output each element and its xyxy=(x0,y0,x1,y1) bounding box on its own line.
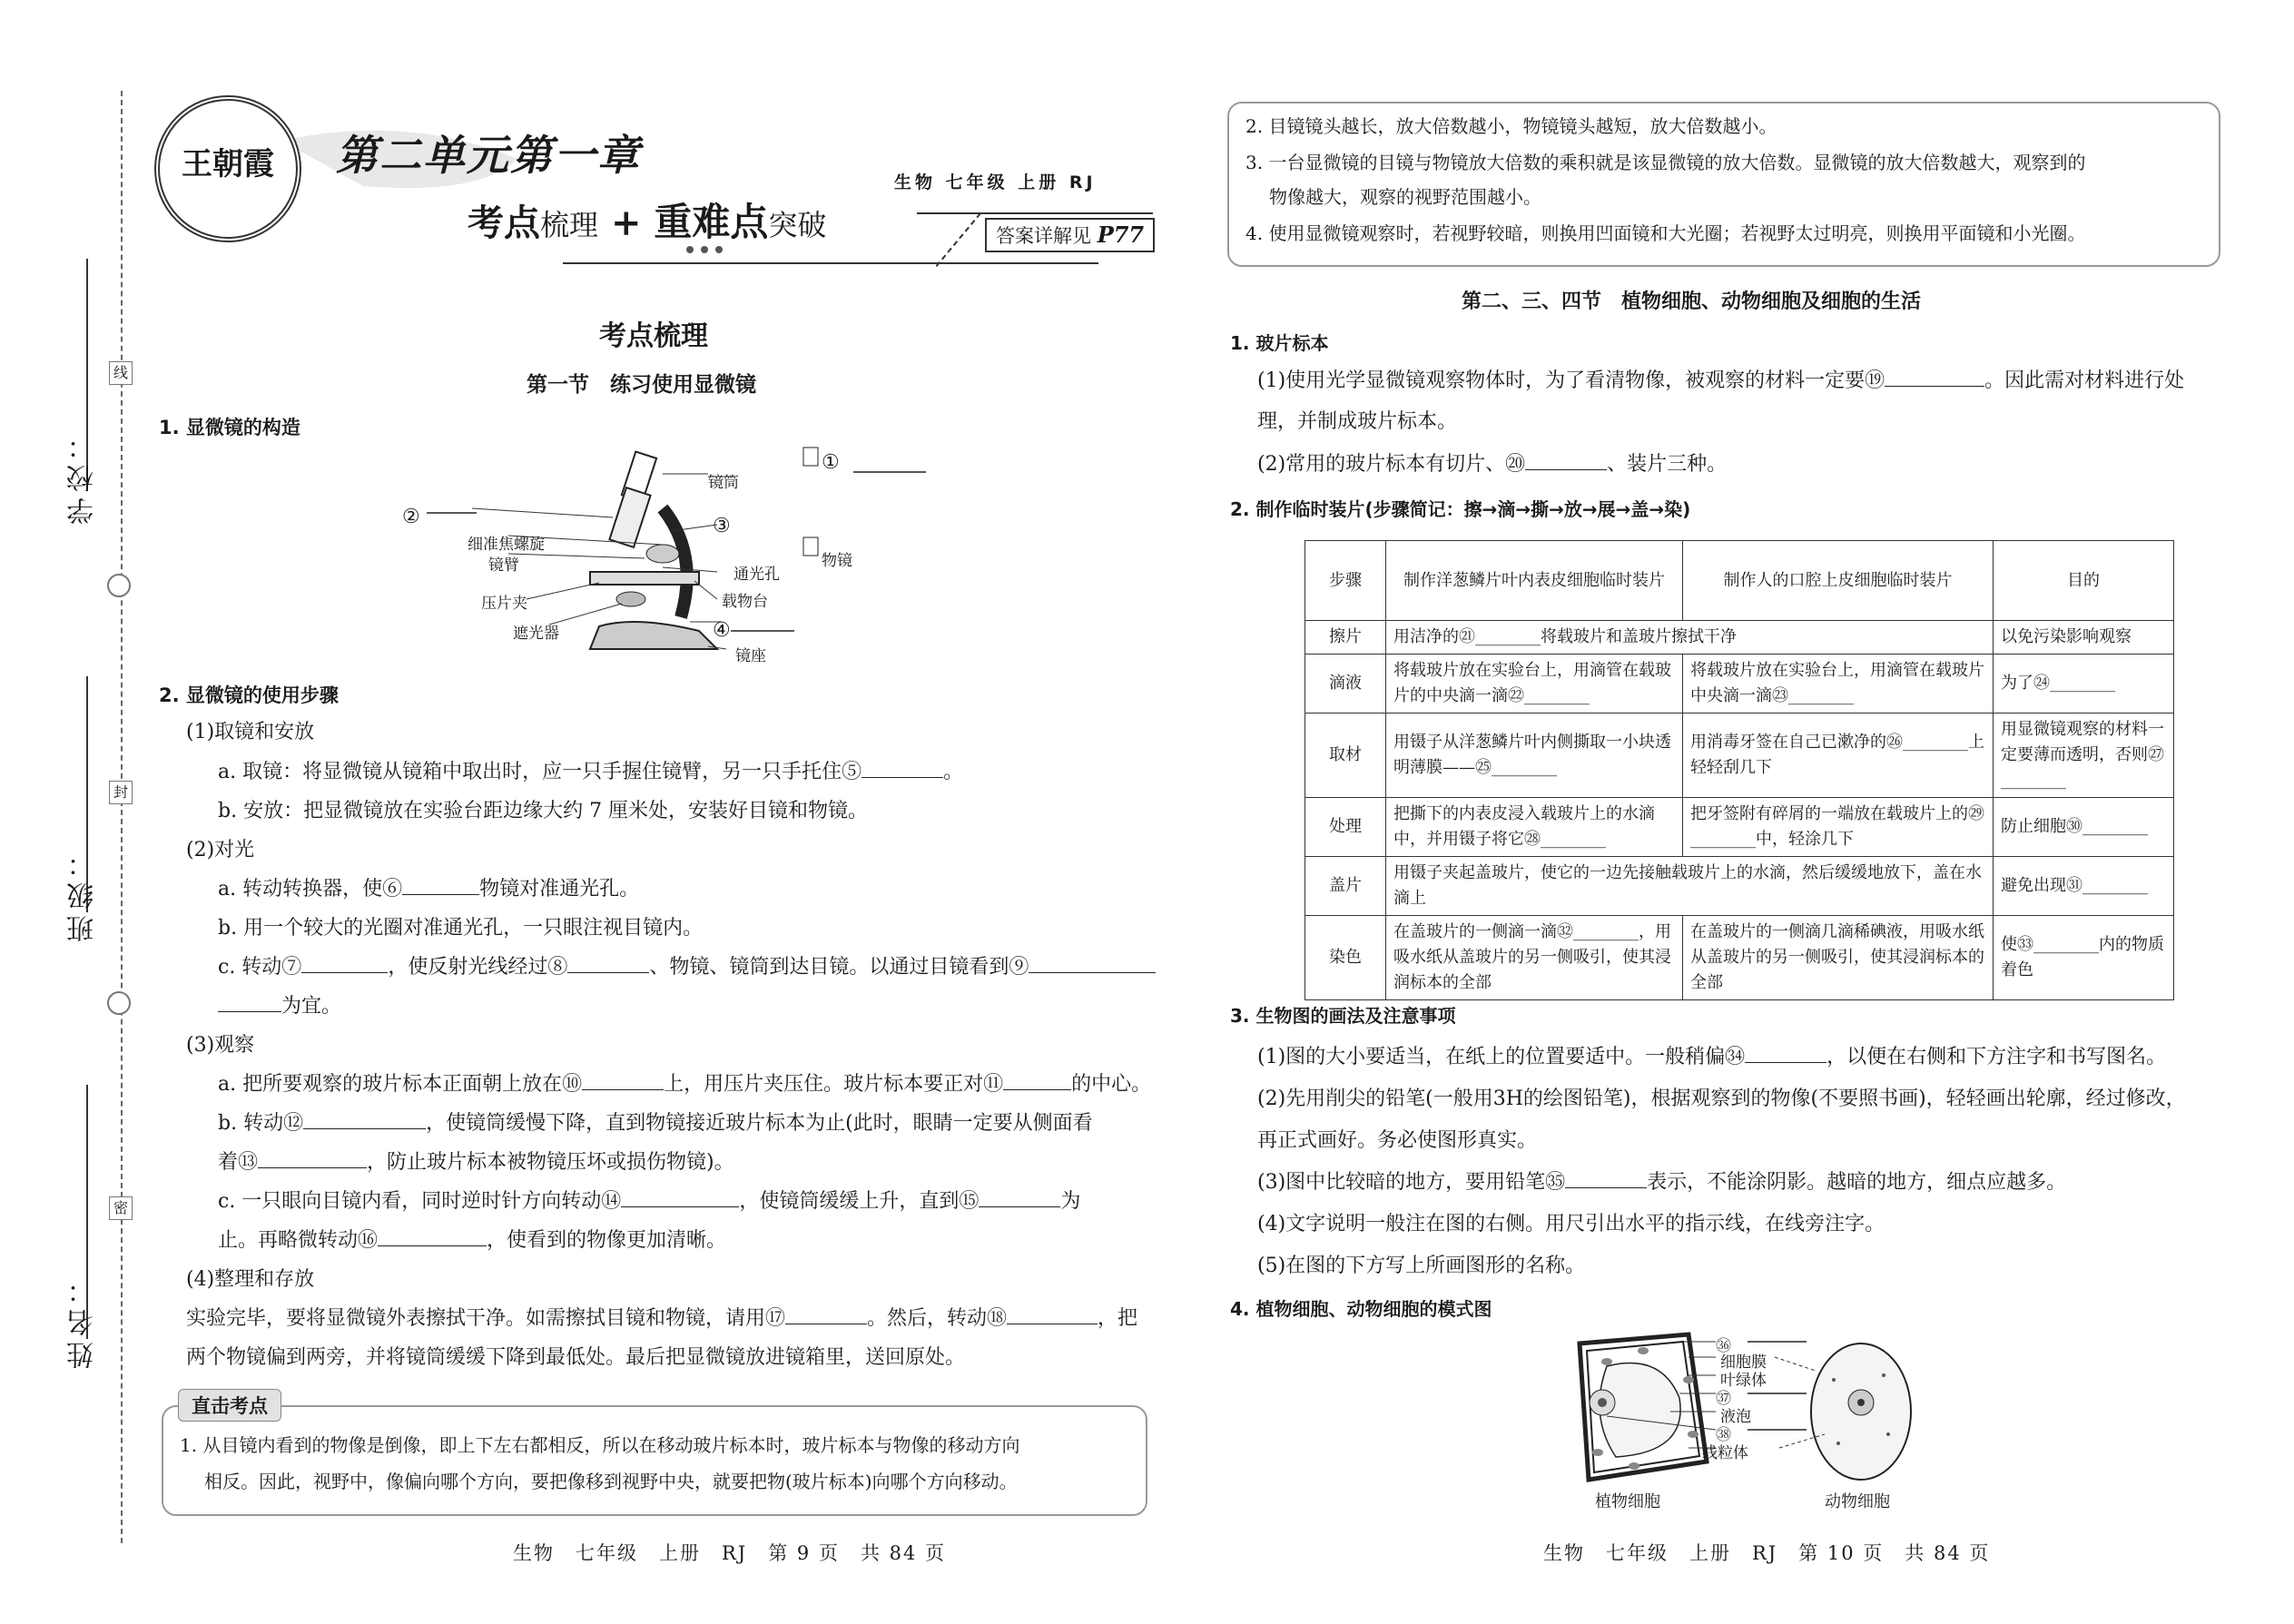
footer-left: 生物 七年级 上册 RJ 第 9 页 共 84 页 xyxy=(513,1542,947,1564)
tip-3: 3. 一台显微镜的目镜与物镜放大倍数的乘积就是该显微镜的放大倍数。显微镜的放大倍数越大，观察到的 xyxy=(1245,152,2086,173)
diagram-label-4: ④ xyxy=(713,619,731,642)
step4-text: 实验完毕，要将显微镜外表擦拭干净。如需擦拭目镜和物镜，请用⑰ 。然后，转动⑱ ，把 xyxy=(186,1307,1138,1330)
slide-q2: (2)常用的玻片标本有切片、⑳ 、装片三种。 xyxy=(1257,453,1728,476)
cell-label-36: ㊱ xyxy=(1716,1337,1731,1355)
tips-box-left xyxy=(162,1405,1147,1516)
heading-temp-mount: 2. 制作临时装片(步骤简记：擦→滴→撕→放→展→盖→染) xyxy=(1230,498,1691,520)
caption-plant-cell: 植物细胞 xyxy=(1595,1492,1660,1511)
binding-hole-1 xyxy=(107,574,131,597)
table-header: 步骤 xyxy=(1305,541,1386,621)
tip-4: 4. 使用显微镜观察时，若视野较暗，则换用凹面镜和大光圈；若视野太过明亮，则换用平面镜和小光圈。 xyxy=(1245,222,2086,244)
subject-tags: 生物 七年级 上册 RJ xyxy=(894,172,1097,192)
step3b-text: b. 转动⑫ ，使镜筒缓慢下降，直到物镜接近玻片标本为止(此时，眼睛一定要从侧面看 xyxy=(218,1112,1093,1135)
blank-7[interactable] xyxy=(301,972,388,973)
plant-cell-drawing xyxy=(1580,1334,1707,1480)
step3c-cont: 止。再略微转动⑯ ，使看到的物像更加清晰。 xyxy=(218,1229,727,1252)
name-label: 姓名： xyxy=(67,1271,99,1369)
table-header: 目的 xyxy=(1994,541,2174,621)
tips-heading: 直击考点 xyxy=(178,1389,281,1422)
table-cell[interactable]: 在盖玻片的一侧滴一滴㉜________，用吸水纸从盖玻片的另一侧吸引，使其浸润标本的全部 xyxy=(1386,916,1683,1000)
table-cell[interactable]: 用洁净的㉑________将载玻片和盖玻片擦拭干净 xyxy=(1386,621,1994,655)
step3c-text: c. 一只眼向目镜内看，同时逆时针方向转动⑭ ，使镜筒缓缓上升，直到⑮ 为 xyxy=(218,1190,1081,1213)
diagram-label-1: ① xyxy=(822,451,840,474)
table-cell[interactable]: 将载玻片放在实验台上，用滴管在载玻片的中央滴一滴㉒________ xyxy=(1386,655,1683,714)
draw-rule-4: (4)文字说明一般注在图的右侧。用尺引出水平的指示线，在线旁注字。 xyxy=(1257,1213,1885,1235)
label-tube: 镜筒 xyxy=(708,474,739,492)
blank-12[interactable] xyxy=(303,1128,426,1129)
table-cell: 用镊子夹起盖玻片，使它的一边先接触载玻片上的水滴，然后缓缓地放下，盖在水滴上 xyxy=(1386,857,1994,916)
table-header: 制作洋葱鳞片叶内表皮细胞临时装片 xyxy=(1386,541,1683,621)
binding-hole-2 xyxy=(107,991,131,1015)
cell-label-37: ㊲ xyxy=(1716,1390,1731,1408)
blank-11[interactable] xyxy=(1003,1089,1071,1090)
mount-steps-table xyxy=(1305,540,2174,1000)
step2-title: (2)对光 xyxy=(186,839,255,861)
label-diaphragm: 遮光器 xyxy=(513,625,559,643)
table-row xyxy=(1305,798,2174,857)
blank-13[interactable] xyxy=(258,1167,367,1168)
section-title-kaodian: 考点梳理 xyxy=(599,320,708,352)
table-cell[interactable]: 用显微镜观察的材料一定要薄而透明，否则㉗________ xyxy=(1994,714,2174,798)
table-cell[interactable]: 为了㉔________ xyxy=(1994,655,2174,714)
blank-8[interactable] xyxy=(567,972,649,973)
table-cell[interactable]: 用镊子从洋葱鳞片叶内侧撕取一小块透明薄膜——㉕________ xyxy=(1386,714,1683,798)
step1a-text: a. 取镜：将显微镜从镜箱中取出时，应一只手握住镜臂，另一只手托住⑤ 。 xyxy=(218,761,964,783)
answer-reference: 答案详解见 P77 xyxy=(985,218,1155,252)
label-arm: 镜臂 xyxy=(488,556,519,575)
label-clip: 压片夹 xyxy=(481,595,527,613)
binding-dashed-line xyxy=(121,91,123,1543)
table-cell: 以免污染影响观察 xyxy=(1994,621,2174,655)
tip-1: 1. 从目镜内看到的物像是倒像，即上下左右都相反，所以在移动玻片标本时，玻片标本与物像的移动方向 xyxy=(180,1434,1020,1456)
heading-cell-diagram: 4. 植物细胞、动物细胞的模式图 xyxy=(1230,1298,1492,1320)
brand-logo: 王朝霞 xyxy=(154,95,301,242)
table-row xyxy=(1305,916,2174,1000)
blank-35[interactable] xyxy=(1565,1187,1647,1188)
table-cell: 滴液 xyxy=(1305,655,1386,714)
heading-microscope-structure: 1. 显微镜的构造 xyxy=(159,417,300,438)
blank-5[interactable] xyxy=(861,777,943,778)
slide-q1-cont: 理，并制成玻片标本。 xyxy=(1257,410,1458,433)
table-row xyxy=(1305,655,2174,714)
step3-title: (3)观察 xyxy=(186,1034,255,1057)
step2c-text: c. 转动⑦ ，使反射光线经过⑧ 、物镜、镜筒到达目镜。以通过目镜看到⑨ xyxy=(218,954,1156,980)
table-row xyxy=(1305,621,2174,655)
step3b-cont: 着⑬ ，防止玻片标本被物镜压坏或损伤物镜)。 xyxy=(218,1151,734,1174)
table-cell: 盖片 xyxy=(1305,857,1386,916)
slide-q1: (1)使用光学显微镜观察物体时，为了看清物像，被观察的材料一定要⑲ 。因此需对材料进行处 xyxy=(1257,369,2185,392)
table-cell[interactable]: 防止细胞㉚________ xyxy=(1994,798,2174,857)
blank-19[interactable] xyxy=(1885,386,1984,387)
label-aperture: 通光孔 xyxy=(733,566,780,584)
step2a-text: a. 转动转换器，使⑥ 物镜对准通光孔。 xyxy=(218,878,640,901)
blank-9-cont[interactable] xyxy=(218,1011,281,1012)
table-row xyxy=(1305,714,2174,798)
step1-title: (1)取镜和安放 xyxy=(186,721,315,743)
table-cell: 染色 xyxy=(1305,916,1386,1000)
heading-slide-specimen: 1. 玻片标本 xyxy=(1230,332,1329,354)
draw-rule-3: (3)图中比较暗的地方，要用铅笔㉟ 表示，不能涂阴影。越暗的地方，细点应越多。 xyxy=(1257,1171,2067,1194)
draw-rule-2: (2)先用削尖的铅笔(一般用3H的绘图铅笔)，根据观察到的物像(不要照书画)，轻轻画出轮廓，经过修改， xyxy=(1257,1088,2186,1110)
cell-label-chloroplast: 叶绿体 xyxy=(1720,1372,1767,1390)
tip-3-cont: 物像越大，观察的视野范围越小。 xyxy=(1269,186,1541,208)
unit-title: 第二单元第一章 xyxy=(336,131,641,180)
class-label: 班级： xyxy=(67,844,99,942)
table-header: 制作人的口腔上皮细胞临时装片 xyxy=(1683,541,1994,621)
table-cell: 取材 xyxy=(1305,714,1386,798)
table-cell: 在盖玻片的一侧滴几滴稀碘液，用吸水纸从盖玻片的另一侧吸引，使其浸润标本的全部 xyxy=(1683,916,1994,1000)
draw-rule-2-cont: 再正式画好。务必使图形真实。 xyxy=(1257,1129,1538,1152)
cell-label-38: ㊳ xyxy=(1716,1426,1731,1444)
tip-2: 2. 目镜镜头越长，放大倍数越小，物镜镜头越短，放大倍数越小。 xyxy=(1245,115,1777,137)
blank-16[interactable] xyxy=(378,1245,487,1246)
bind-char-xian: 线 xyxy=(109,361,133,385)
step3a-text: a. 把所要观察的玻片标本正面朝上放在⑩ 上，用压片夹压住。玻片标本要正对⑪ 的中心。 xyxy=(218,1073,1152,1096)
label-stage: 载物台 xyxy=(722,593,768,611)
label-objective: 物镜 xyxy=(822,552,852,570)
step1b-text: b. 安放：把显微镜放在实验台距边缘大约 7 厘米处，安装好目镜和物镜。 xyxy=(218,800,869,822)
step2c-end: 为宜。 xyxy=(218,993,341,1019)
microscope-diagram xyxy=(390,445,953,663)
draw-rule-1: (1)图的大小要适当，在纸上的位置要适中。一般稍偏㉞ ，以便在右侧和下方注字和书写图名。 xyxy=(1257,1046,2167,1068)
step4-text-2: 两个物镜偏到两旁，并将镜筒缓缓下降到最低处。最后把显微镜放进镜箱里，送回原处。 xyxy=(186,1346,966,1369)
blank-6[interactable] xyxy=(402,894,479,895)
step4-title: (4)整理和存放 xyxy=(186,1268,315,1291)
cell-label-membrane: 细胞膜 xyxy=(1720,1353,1767,1372)
table-cell[interactable]: 使㉝________内的物质着色 xyxy=(1994,916,2174,1000)
step2b-text: b. 用一个较大的光圈对准通光孔，一只眼注视目镜内。 xyxy=(218,917,704,940)
bind-char-feng: 封 xyxy=(109,781,133,804)
lesson1-title: 第一节 练习使用显微镜 xyxy=(527,373,756,397)
bind-char-mi: 密 xyxy=(109,1196,133,1220)
table-cell[interactable]: 用消毒牙签在自己已漱净的㉖________上轻轻刮几下 xyxy=(1683,714,1994,798)
table-cell[interactable]: 避免出现㉛________ xyxy=(1994,857,2174,916)
draw-rule-5: (5)在图的下方写上所画图形的名称。 xyxy=(1257,1255,1586,1277)
blank-14[interactable] xyxy=(621,1206,739,1207)
lesson2-title: 第二、三、四节 植物细胞、动物细胞及细胞的生活 xyxy=(1462,290,1922,313)
blank-10[interactable] xyxy=(582,1089,664,1090)
cell-label-mitochondria: 线粒体 xyxy=(1702,1444,1748,1462)
footer-right: 生物 七年级 上册 RJ 第 10 页 共 84 页 xyxy=(1543,1542,1991,1564)
tip-1-cont: 相反。因此，视野中，像偏向哪个方向，要把像移到视野中央，就要把物(玻片标本)向哪个方向移动。 xyxy=(204,1471,1018,1492)
heading-usage-steps: 2. 显微镜的使用步骤 xyxy=(159,684,339,706)
heading-drawing: 3. 生物图的画法及注意事项 xyxy=(1230,1005,1456,1027)
table-row xyxy=(1305,857,2174,916)
blank-34[interactable] xyxy=(1745,1062,1826,1063)
school-label: 学校： xyxy=(67,427,99,525)
blank-20[interactable] xyxy=(1525,469,1607,470)
table-cell[interactable]: 把牙签附有碎屑的一端放在载玻片上的㉙________中，轻涂几下 xyxy=(1683,798,1994,857)
page-subtitle: 考点梳理 + 重难点突破 xyxy=(468,200,827,244)
diagram-label-3: ③ xyxy=(713,515,731,537)
table-cell: 擦片 xyxy=(1305,621,1386,655)
label-base: 镜座 xyxy=(735,647,766,665)
table-cell[interactable]: 把撕下的内表皮浸入载玻片上的水滴中，并用镊子将它㉘________ xyxy=(1386,798,1683,857)
label-fine-focus: 细准焦螺旋 xyxy=(468,536,545,554)
table-cell: 处理 xyxy=(1305,798,1386,857)
animal-cell-drawing xyxy=(1811,1343,1911,1480)
blank-15[interactable] xyxy=(979,1206,1060,1207)
blank-9[interactable] xyxy=(1029,972,1156,973)
diagram-label-2: ② xyxy=(402,506,420,528)
cell-label-vacuole: 液泡 xyxy=(1720,1408,1751,1426)
caption-animal-cell: 动物细胞 xyxy=(1825,1492,1890,1511)
table-cell[interactable]: 将载玻片放在实验台上，用滴管在载玻片中央滴一滴㉓________ xyxy=(1683,655,1994,714)
